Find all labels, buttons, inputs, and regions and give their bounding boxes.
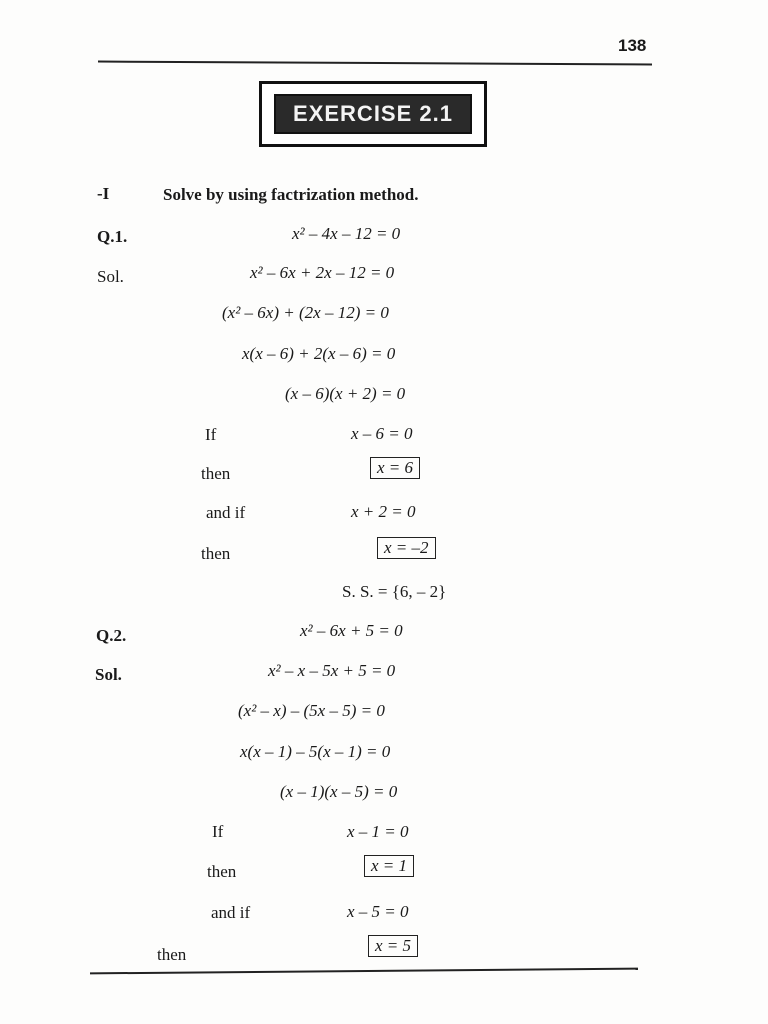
q1-step-3: x(x – 6) + 2(x – 6) = 0: [242, 344, 396, 363]
q2-question: x² – 6x + 5 = 0: [300, 621, 403, 640]
q2-step-2: (x² – x) – (5x – 5) = 0: [238, 701, 385, 720]
q1-step-1: x² – 6x + 2x – 12 = 0: [250, 263, 395, 282]
q1-if: If: [205, 425, 217, 444]
q1-result-2: x = –2: [377, 537, 436, 559]
q1-question: x² – 4x – 12 = 0: [292, 224, 401, 243]
q2-label: Q.2.: [96, 626, 127, 645]
q1-step-2: (x² – 6x) + (2x – 12) = 0: [222, 303, 389, 322]
top-rule: [98, 61, 652, 66]
q1-result-1: x = 6: [370, 457, 420, 479]
q1-if-eq: x – 6 = 0: [351, 424, 413, 443]
q1-and-if: and if: [206, 503, 246, 522]
q2-and-if: and if: [211, 903, 251, 922]
section-instruction: Solve by using factrization method.: [163, 185, 419, 204]
q1-then: then: [201, 464, 231, 483]
q2-if: If: [212, 822, 224, 841]
bottom-rule: [90, 968, 638, 975]
exercise-banner-title: EXERCISE 2.1: [274, 94, 472, 134]
q2-sol-label: Sol.: [95, 665, 122, 684]
q2-result-2: x = 5: [368, 935, 418, 957]
q2-then: then: [207, 862, 237, 881]
q1-solution-set: S. S. = {6, – 2}: [342, 582, 447, 601]
q2-if-eq: x – 1 = 0: [347, 822, 409, 841]
q1-then-2: then: [201, 544, 231, 563]
q2-step-3: x(x – 1) – 5(x – 1) = 0: [240, 742, 391, 761]
q1-and-if-eq: x + 2 = 0: [351, 502, 416, 521]
q2-step-4: (x – 1)(x – 5) = 0: [280, 782, 398, 801]
q1-step-4: (x – 6)(x + 2) = 0: [285, 384, 406, 403]
q2-step-1: x² – x – 5x + 5 = 0: [268, 661, 396, 680]
q1-sol-label: Sol.: [97, 267, 124, 286]
q2-result-1: x = 1: [364, 855, 414, 877]
exercise-banner: [259, 81, 487, 147]
q1-label: Q.1.: [97, 227, 128, 246]
q2-and-if-eq: x – 5 = 0: [347, 902, 409, 921]
page-number: 138: [618, 36, 647, 55]
q2-then-2: then: [157, 945, 187, 964]
section-number: -I: [97, 184, 110, 203]
